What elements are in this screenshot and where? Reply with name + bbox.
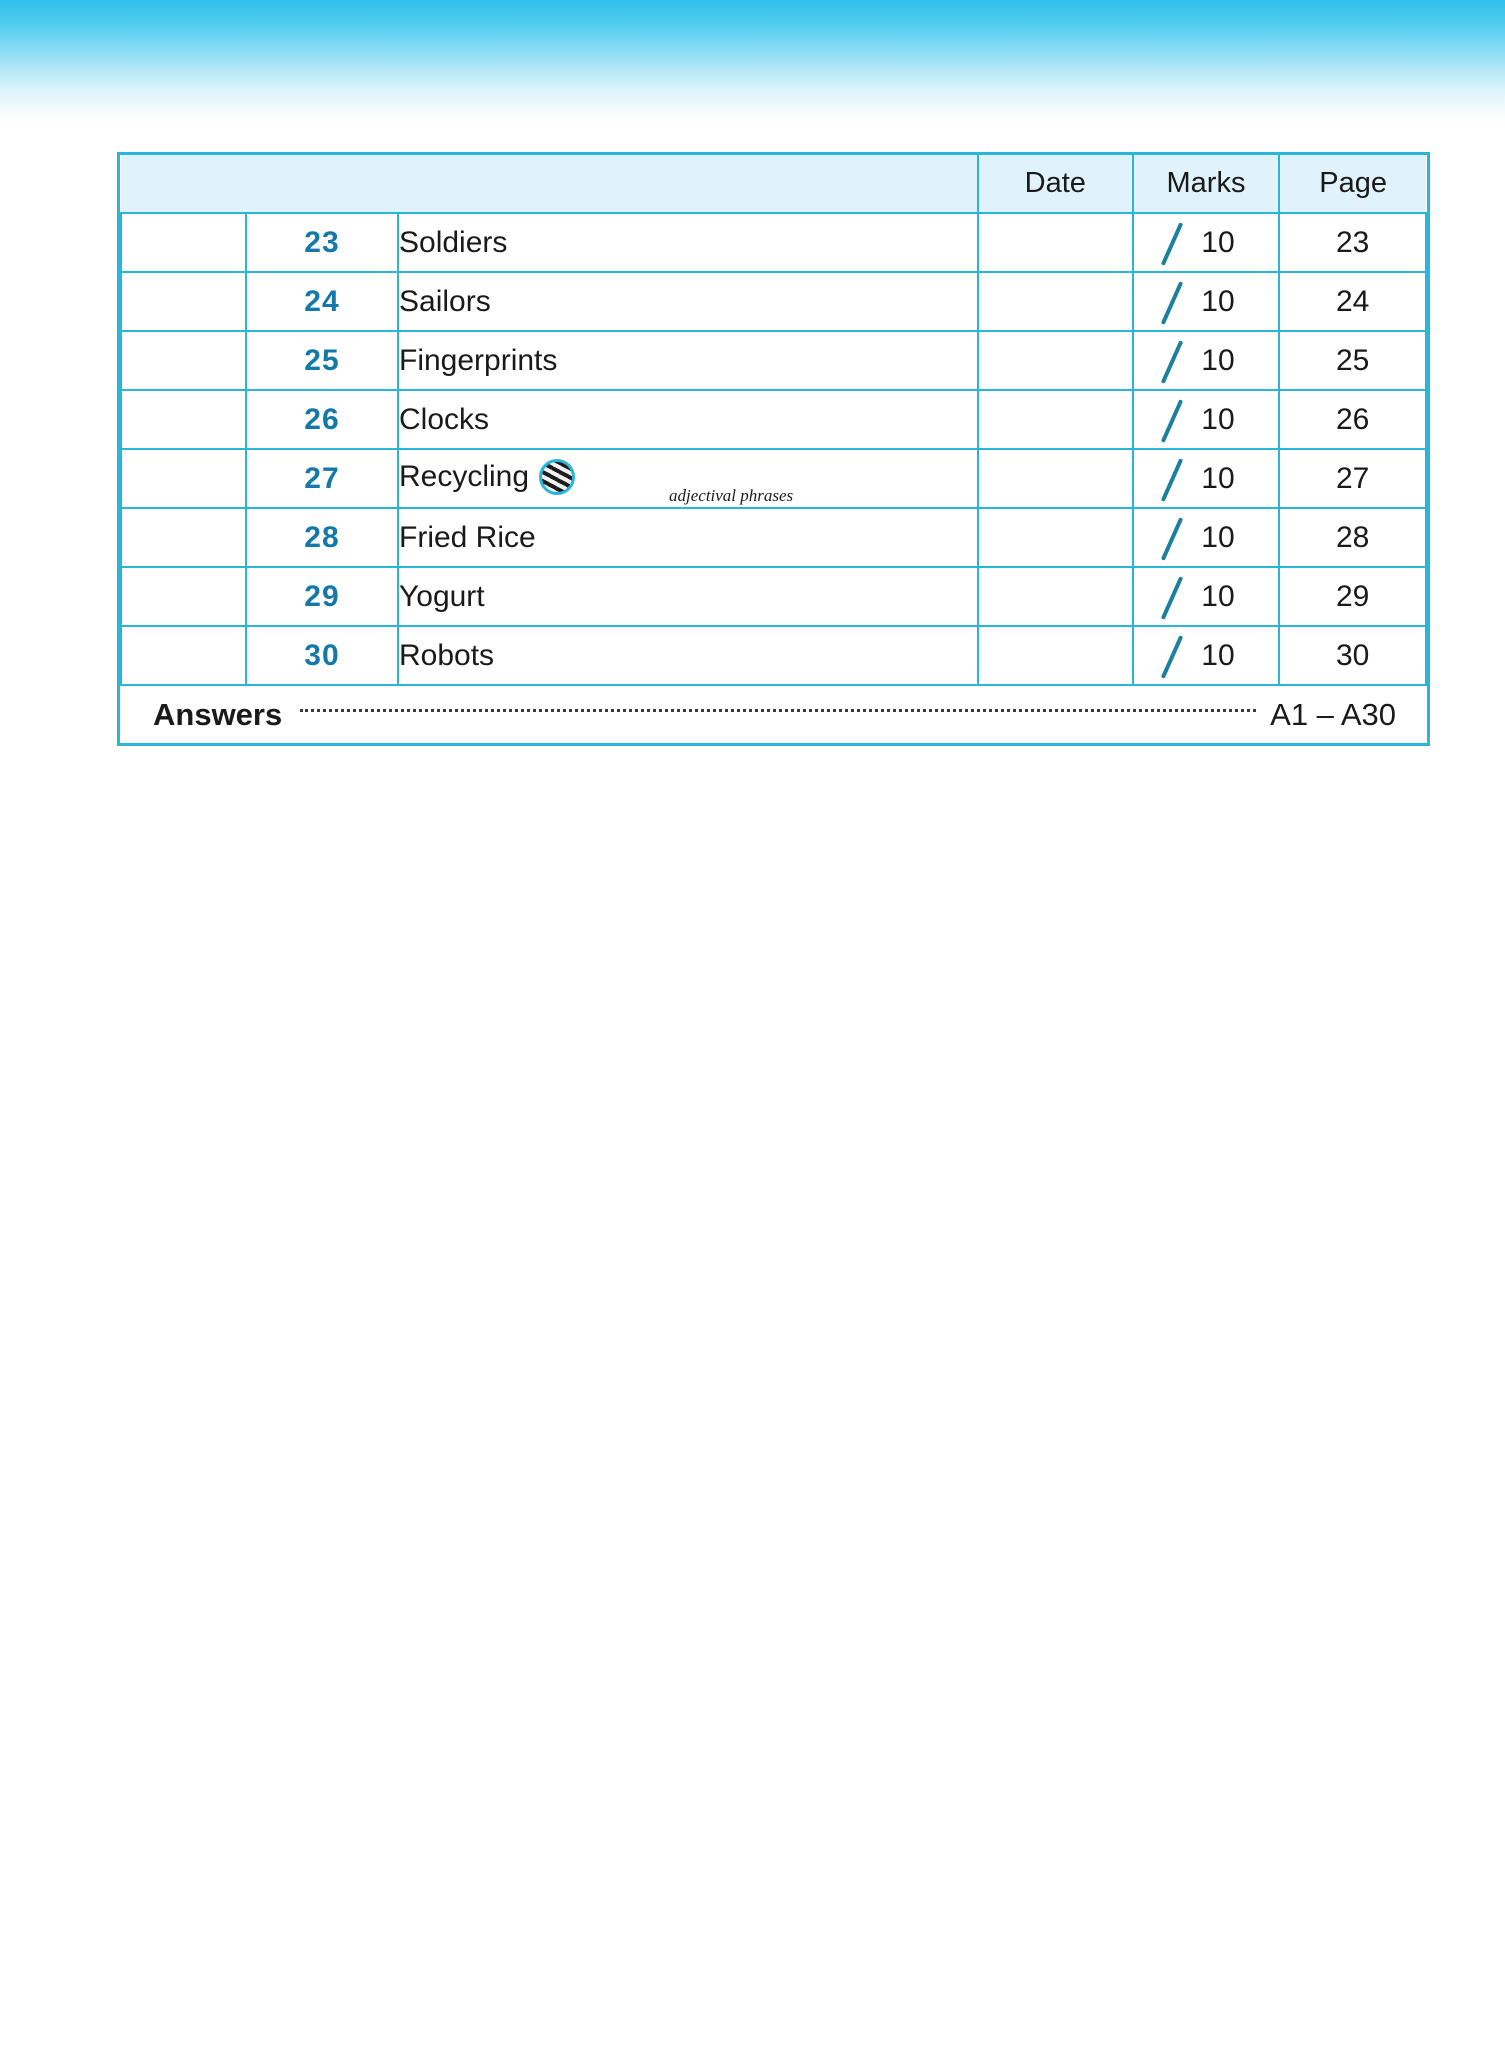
date-cell[interactable] bbox=[978, 390, 1133, 449]
recycling-badge-icon bbox=[539, 459, 575, 495]
header-blank-cell bbox=[121, 155, 978, 213]
page-number: 24 bbox=[1279, 272, 1426, 331]
date-cell[interactable] bbox=[978, 331, 1133, 390]
marks-total: 10 bbox=[1201, 225, 1235, 259]
marks-total: 10 bbox=[1201, 461, 1235, 495]
marks-wrapper bbox=[1134, 285, 1279, 319]
mark-slash-icon bbox=[1161, 281, 1183, 325]
page-number: 28 bbox=[1279, 508, 1426, 567]
mark-slash-icon bbox=[1161, 399, 1183, 443]
table-row bbox=[121, 390, 1426, 449]
marks-cell[interactable] bbox=[1133, 331, 1280, 390]
unit-title: Robots bbox=[399, 638, 495, 672]
unit-title-cell bbox=[398, 567, 978, 626]
marks-total: 10 bbox=[1201, 343, 1235, 377]
contents-table-container bbox=[117, 152, 1430, 746]
header-date: Date bbox=[978, 155, 1133, 213]
answers-page-range: A1 – A30 bbox=[1270, 696, 1396, 732]
table-row bbox=[121, 213, 1426, 272]
page-number: 26 bbox=[1279, 390, 1426, 449]
marks-cell[interactable] bbox=[1133, 390, 1280, 449]
table-row bbox=[121, 272, 1426, 331]
unit-title-cell bbox=[398, 508, 978, 567]
date-cell[interactable] bbox=[978, 449, 1133, 508]
table-header-row bbox=[121, 155, 1426, 213]
answers-label: Answers bbox=[153, 696, 283, 732]
date-cell[interactable] bbox=[978, 626, 1133, 685]
marks-wrapper bbox=[1134, 226, 1279, 260]
marks-total: 10 bbox=[1201, 402, 1235, 436]
unit-title-cell bbox=[398, 390, 978, 449]
mark-slash-icon bbox=[1161, 517, 1183, 561]
table-row bbox=[121, 508, 1426, 567]
header-marks: Marks bbox=[1133, 155, 1280, 213]
marks-cell[interactable] bbox=[1133, 567, 1280, 626]
mark-slash-icon bbox=[1161, 458, 1183, 502]
answers-cell bbox=[121, 685, 1426, 743]
unit-number: 23 bbox=[246, 213, 398, 272]
unit-number: 30 bbox=[246, 626, 398, 685]
row-spacer-cell bbox=[121, 390, 246, 449]
unit-title-cell bbox=[398, 626, 978, 685]
mark-slash-icon bbox=[1161, 222, 1183, 266]
date-cell[interactable] bbox=[978, 213, 1133, 272]
page-number: 23 bbox=[1279, 213, 1426, 272]
table-body bbox=[121, 213, 1426, 685]
marks-wrapper bbox=[1134, 580, 1279, 614]
marks-cell[interactable] bbox=[1133, 272, 1280, 331]
unit-title-cell bbox=[398, 449, 978, 508]
mark-slash-icon bbox=[1161, 635, 1183, 679]
dotted-leader bbox=[300, 708, 1256, 712]
unit-title: Sailors bbox=[399, 284, 491, 318]
marks-wrapper bbox=[1134, 462, 1279, 496]
table-row bbox=[121, 567, 1426, 626]
unit-title: Fried Rice bbox=[399, 520, 536, 554]
marks-cell[interactable] bbox=[1133, 449, 1280, 508]
unit-number: 24 bbox=[246, 272, 398, 331]
table-row bbox=[121, 331, 1426, 390]
page-number: 30 bbox=[1279, 626, 1426, 685]
row-spacer-cell bbox=[121, 331, 246, 390]
contents-table bbox=[120, 155, 1427, 743]
marks-cell[interactable] bbox=[1133, 213, 1280, 272]
handwritten-annotation: adjectival phrases bbox=[669, 486, 794, 505]
date-cell[interactable] bbox=[978, 272, 1133, 331]
table-row bbox=[121, 626, 1426, 685]
marks-wrapper bbox=[1134, 344, 1279, 378]
marks-wrapper bbox=[1134, 639, 1279, 673]
marks-wrapper bbox=[1134, 521, 1279, 555]
mark-slash-icon bbox=[1161, 340, 1183, 384]
unit-number: 27 bbox=[246, 449, 398, 508]
top-gradient-banner bbox=[0, 0, 1505, 120]
date-cell[interactable] bbox=[978, 508, 1133, 567]
page-number: 29 bbox=[1279, 567, 1426, 626]
unit-number: 28 bbox=[246, 508, 398, 567]
row-spacer-cell bbox=[121, 449, 246, 508]
unit-number: 25 bbox=[246, 331, 398, 390]
row-spacer-cell bbox=[121, 213, 246, 272]
row-spacer-cell bbox=[121, 272, 246, 331]
unit-title: Fingerprints bbox=[399, 343, 558, 377]
unit-title: Clocks bbox=[399, 402, 490, 436]
unit-title-cell bbox=[398, 272, 978, 331]
unit-title: Yogurt bbox=[399, 579, 485, 613]
answers-row bbox=[121, 685, 1426, 743]
header-page: Page bbox=[1279, 155, 1426, 213]
row-spacer-cell bbox=[121, 508, 246, 567]
marks-total: 10 bbox=[1201, 520, 1235, 554]
marks-total: 10 bbox=[1201, 579, 1235, 613]
marks-total: 10 bbox=[1201, 638, 1235, 672]
unit-title: Soldiers bbox=[399, 225, 508, 259]
unit-number: 29 bbox=[246, 567, 398, 626]
row-spacer-cell bbox=[121, 626, 246, 685]
marks-total: 10 bbox=[1201, 284, 1235, 318]
unit-title: Recycling bbox=[399, 460, 530, 494]
date-cell[interactable] bbox=[978, 567, 1133, 626]
page-number: 27 bbox=[1279, 449, 1426, 508]
page-number: 25 bbox=[1279, 331, 1426, 390]
mark-slash-icon bbox=[1161, 576, 1183, 620]
marks-wrapper bbox=[1134, 403, 1279, 437]
unit-title-cell bbox=[398, 213, 978, 272]
unit-number: 26 bbox=[246, 390, 398, 449]
table-row bbox=[121, 449, 1426, 508]
unit-title-cell bbox=[398, 331, 978, 390]
marks-cell[interactable] bbox=[1133, 508, 1280, 567]
row-spacer-cell bbox=[121, 567, 246, 626]
marks-cell[interactable] bbox=[1133, 626, 1280, 685]
